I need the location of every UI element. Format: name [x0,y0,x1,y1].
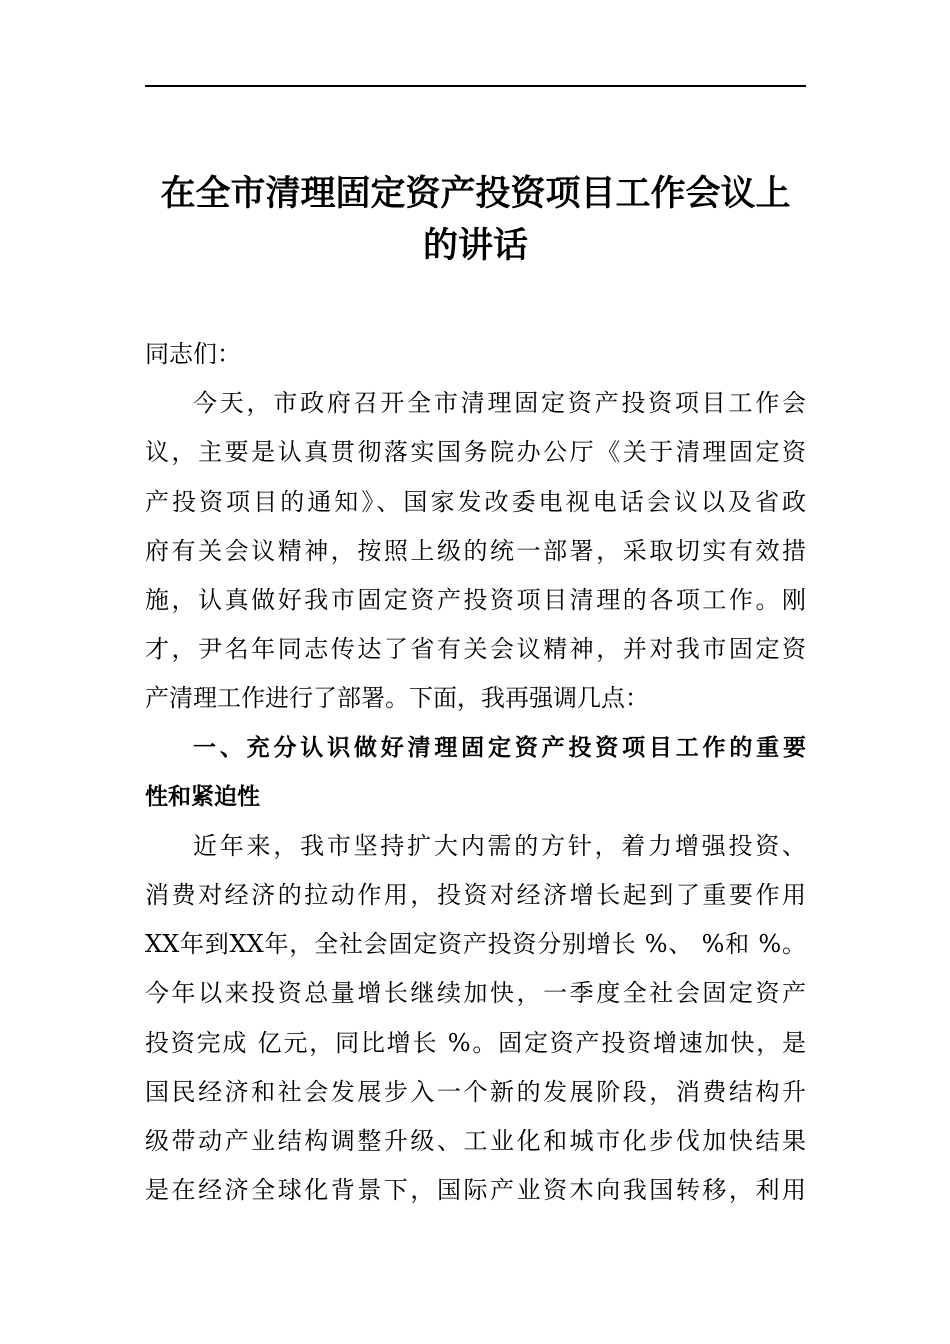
text-line: 近年来，我市坚持扩大内需的方针，着力增强投资、 [193,831,806,860]
text-line: XX年到XX年，全社会固定资产投资分别增长 %、 %和 %。 [145,930,806,959]
text-line: 产清理工作进行了部署。下面，我再强调几点： [145,684,649,713]
title-line: 在全市清理固定资产投资项目工作会议上 [160,174,791,214]
document-title [140,168,811,272]
text-line: 才，尹名年同志传达了省有关会议精神，并对我市固定资 [145,635,806,664]
header-rule [145,85,806,87]
text-line: 今年以来投资总量增长继续加快，一季度全社会固定资产 [145,979,806,1008]
section-heading-1 [145,724,806,822]
text-line: 投资完成 亿元，同比增长 %。固定资产投资增速加快，是 [145,1028,806,1057]
paragraph-intro [145,379,806,723]
text-line: 国民经济和社会发展步入一个新的发展阶段，消费结构升 [145,1077,806,1106]
text-line: 今天，市政府召开全市清理固定资产投资项目工作会 [193,389,806,418]
text-line: 产投资项目的通知》、国家发改委电视电话会议以及省政 [145,487,806,516]
text-line: 施，认真做好我市固定资产投资项目清理的各项工作。刚 [145,585,806,614]
heading-line: 性和紧迫性 [145,783,260,810]
text-line: 级带动产业结构调整升级、工业化和城市化步伐加快结果 [145,1127,806,1155]
text-line: 府有关会议精神，按照上级的统一部署，采取切实有效措 [145,536,806,565]
heading-line: 一、充分认识做好清理固定资产投资项目工作的重要 [193,734,806,761]
text-line: 议，主要是认真贯彻落实国务院办公厅《关于清理固定资 [145,438,806,467]
salutation: 同志们： [145,340,241,368]
paragraph-background [145,822,806,1216]
text-line: 是在经济全球化背景下，国际产业资木向我国转移，利用 [145,1176,806,1205]
title-line: 的讲话 [422,226,528,266]
document-body [145,330,806,1215]
text-line: 消费对经济的拉动作用，投资对经济增长起到了重要作用 [145,881,806,910]
